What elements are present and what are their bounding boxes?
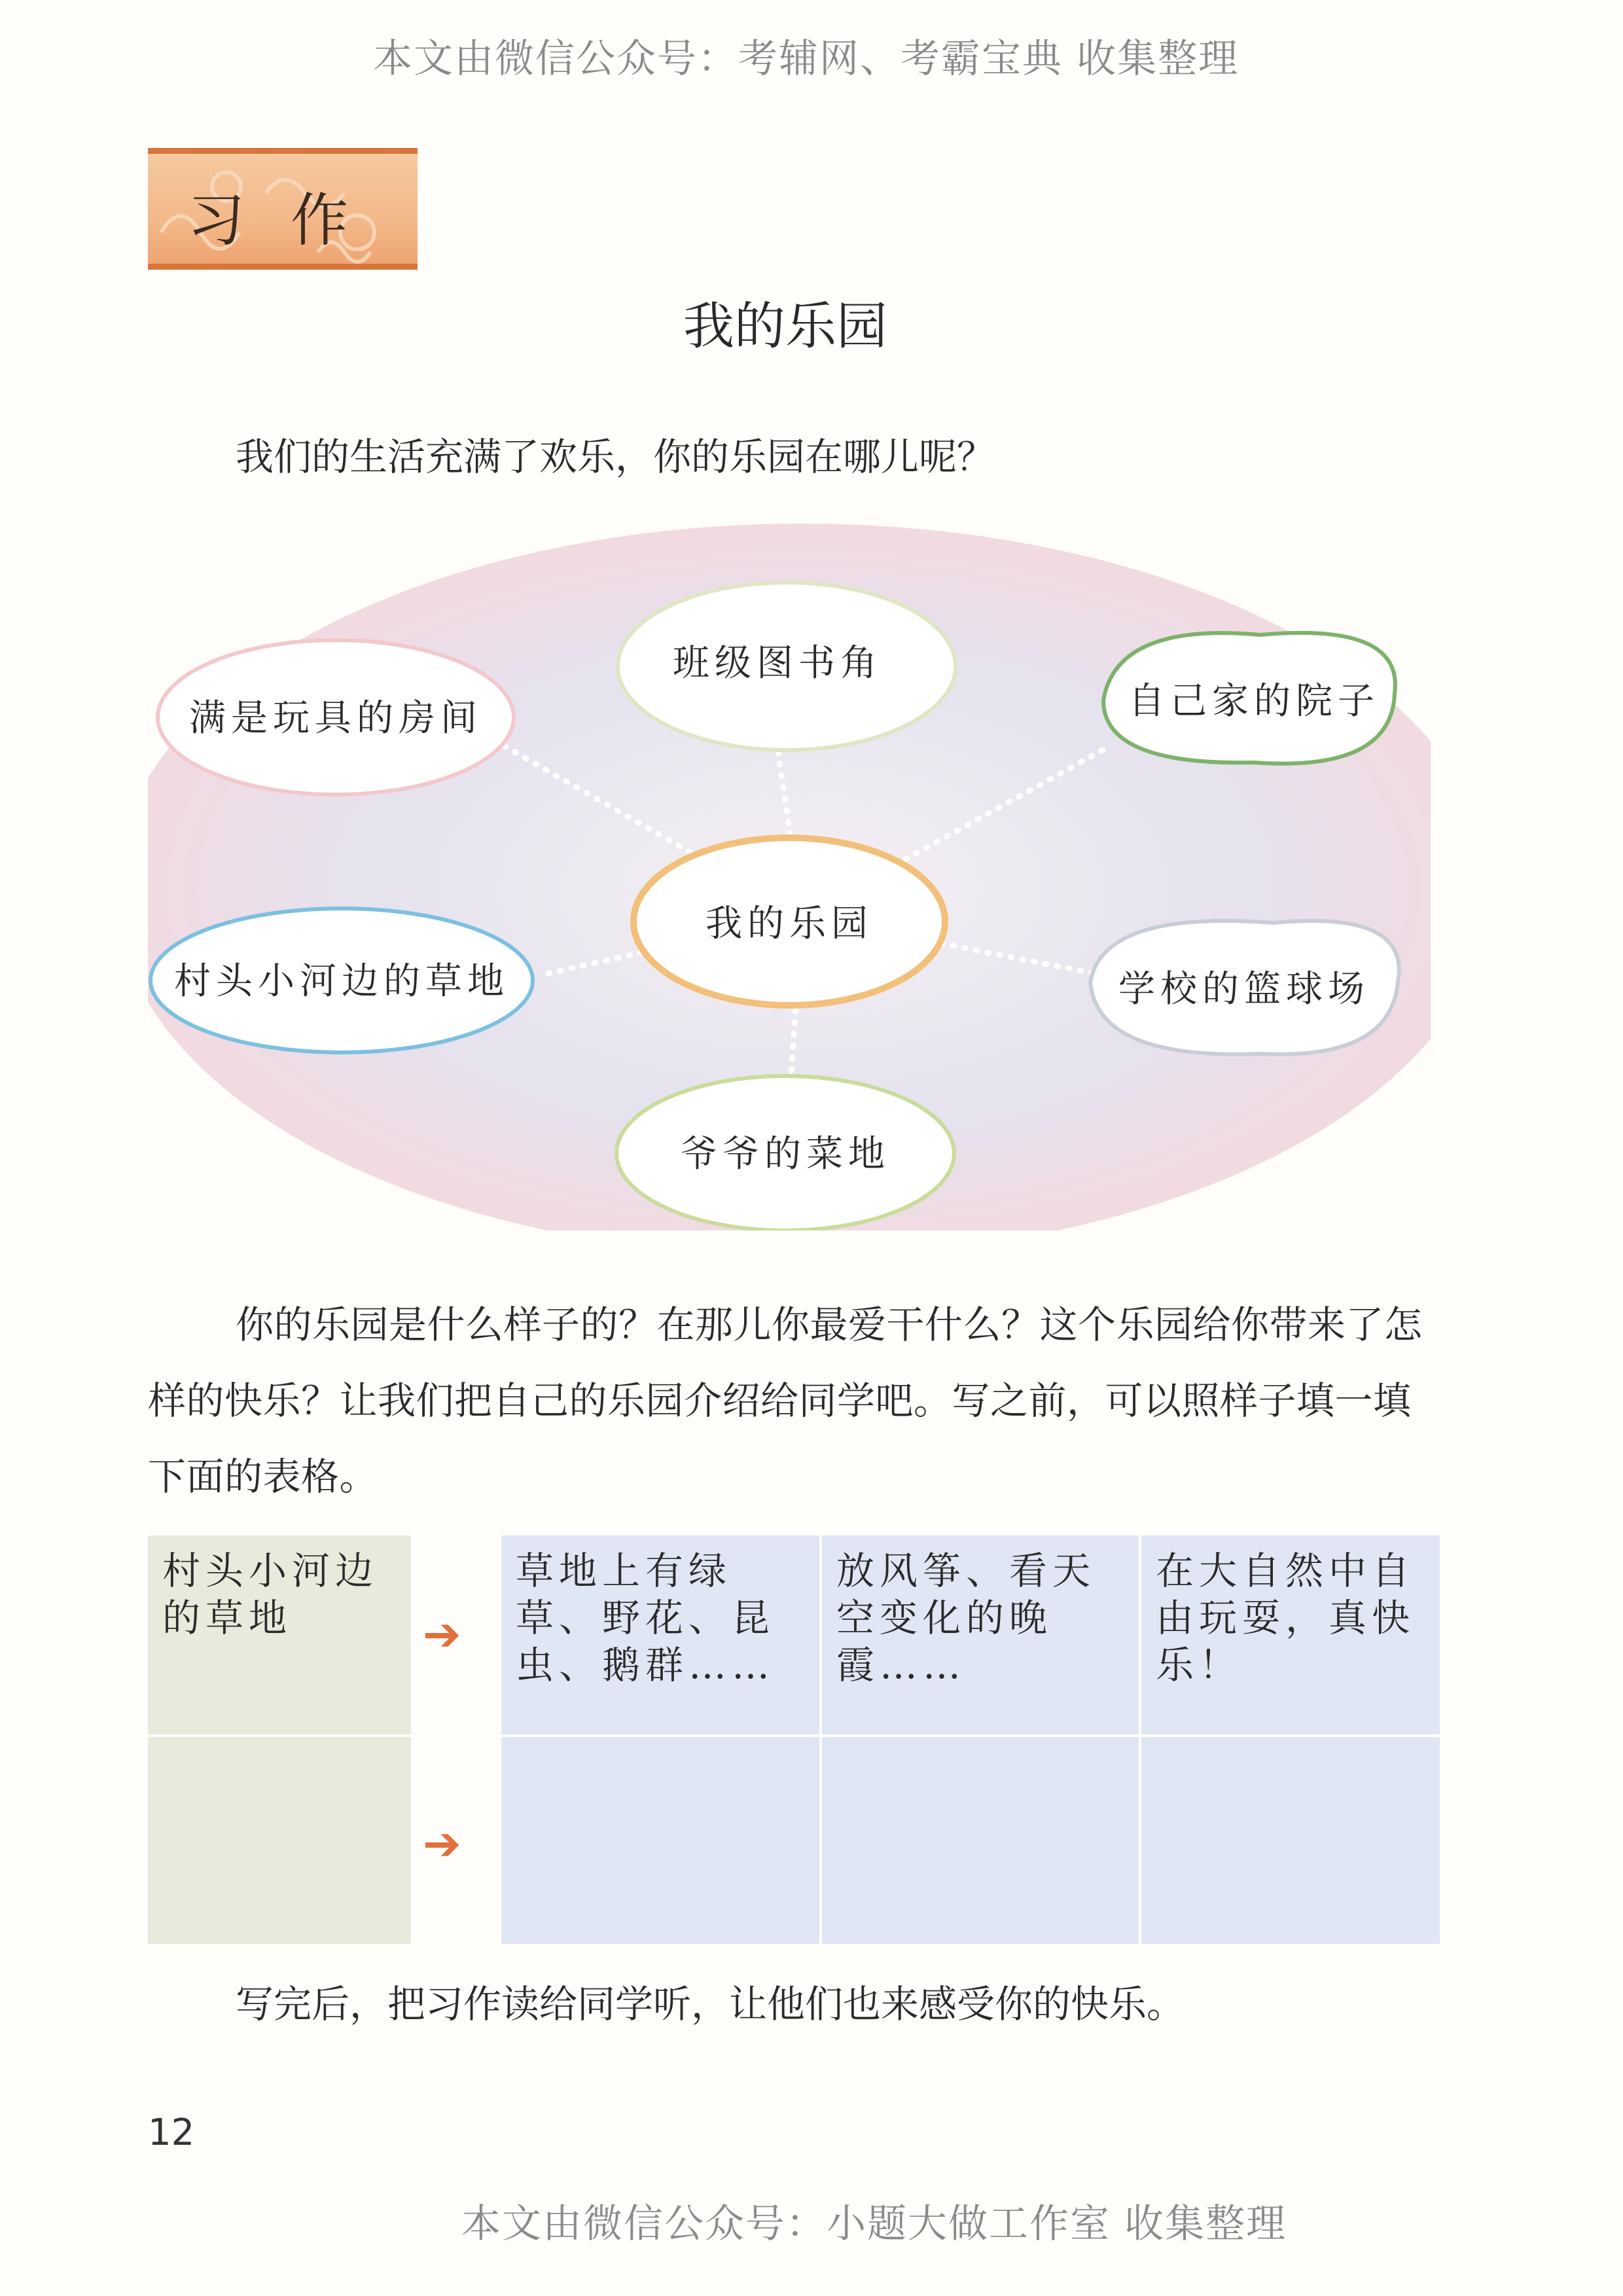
table-cell-look: 草地上有绿草、野花、昆虫、鹅群…… <box>501 1535 819 1734</box>
node-label-reading-corner: 班级图书角 <box>673 642 882 685</box>
page-number: 12 <box>148 2111 195 2154</box>
mind-map <box>148 524 1431 1230</box>
arrow-right-icon: ➔ <box>423 1817 461 1871</box>
page-title: 我的乐园 <box>683 297 887 356</box>
intro-text: 我们的生活充满了欢乐，你的乐园在哪儿呢？ <box>236 435 995 479</box>
table-cell-activity: 放风筝、看天空变化的晚霞…… <box>822 1535 1139 1734</box>
section-label: 习作 <box>187 187 395 254</box>
table-cell-empty-place[interactable] <box>148 1737 411 1944</box>
section-banner <box>148 148 418 270</box>
node-label-toy-room: 满是玩具的房间 <box>189 697 482 740</box>
table-cell-feeling: 在大自然中自由玩耍，真快乐！ <box>1141 1535 1440 1734</box>
node-label-river-grass: 村头小河边的草地 <box>174 960 509 1003</box>
table-cell-place: 村头小河边的草地 <box>148 1535 411 1734</box>
fill-in-table <box>148 1535 1440 1944</box>
watermark-top: 本文由微信公众号：考辅网、考霸宝典 收集整理 <box>373 36 1240 82</box>
table-cell-empty-activity[interactable] <box>822 1737 1139 1944</box>
node-label-grandpa-garden: 爷爷的菜地 <box>681 1133 890 1175</box>
closing-text: 写完后，把习作读给同学听，让他们也来感受你的快乐。 <box>236 1982 1185 2026</box>
table-cell-empty-feeling[interactable] <box>1141 1737 1440 1944</box>
node-label-basketball-court: 学校的篮球场 <box>1118 968 1370 1011</box>
arrow-right-icon: ➔ <box>423 1607 461 1661</box>
table-cell-empty-look[interactable] <box>501 1737 819 1944</box>
prompt-text: 你的乐园是什么样子的？在那儿你最爱干什么？这个乐园给你带来了怎样的快乐？让我们把自己的乐园介绍给同学吧。写之前，可以照样子填一填下面的表格。 <box>148 1302 1423 1499</box>
node-label-home-yard: 自己家的院子 <box>1128 680 1380 723</box>
node-label-center: 我的乐园 <box>705 903 873 945</box>
watermark-bottom: 本文由微信公众号：小题大做工作室 收集整理 <box>461 2201 1287 2247</box>
